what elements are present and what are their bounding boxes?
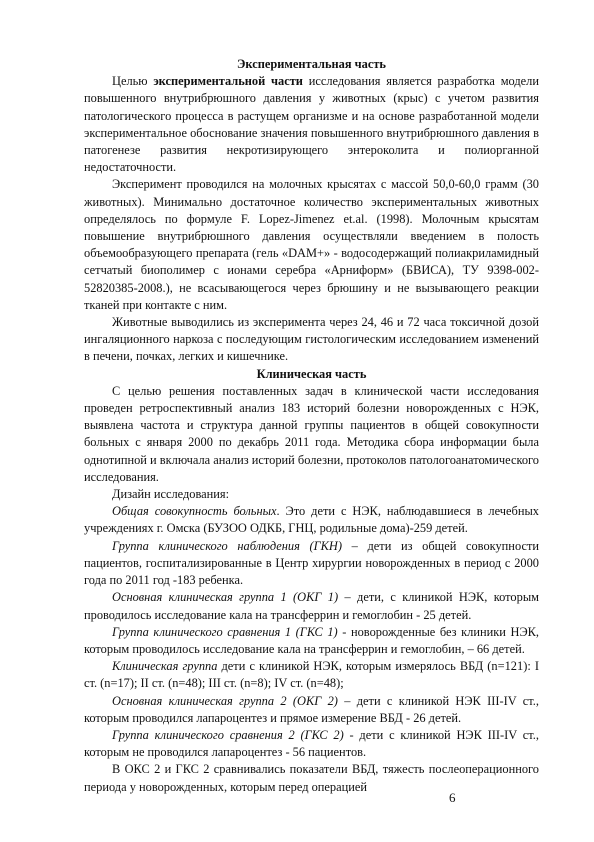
gks2-text: - дети с клиникой НЭК III-IV ст., которым не проводился лапароцентез - 56 пациентов.	[84, 727, 539, 760]
okg1-term: Основная клиническая группа 1 (ОКГ 1)	[112, 590, 339, 605]
okg2-text: – дети с клиникой НЭК III-IV ст., которым проводился лапароцентез и прямое измерение ВБД - 26 детей.	[84, 693, 539, 725]
experimental-section-heading: Экспериментальная часть	[237, 57, 386, 71]
total-population-text: . Это дети с НЭК, наблюдавшиеся в лечебных учреждениях г. Омска (БУЗОО ОДКБ, ГНЦ, родильные дома)-259 детей.	[84, 504, 539, 536]
paragraph-gks1	[84, 624, 539, 658]
clinical-section-heading: Клиническая часть	[256, 366, 367, 381]
clinical-group-term: Клиническая группа	[112, 659, 218, 674]
paragraph-goal-bold: экспериментальной части	[153, 74, 303, 89]
page-number: 6	[449, 790, 456, 805]
gkn-text: – дети из общей совокупности пациентов, госпитализированные в Центр хирургии новорожденных в период с 2000 года по 2011 год -183 ребенка.	[84, 538, 539, 588]
paragraph-design: Дизайн исследования:	[112, 487, 230, 502]
paragraph-gks2	[84, 727, 539, 761]
paragraph-comparison: В ОКС 2 и ГКС 2 сравнивались показатели ВБД, тяжесть послеоперационного периода у новорожденных, которым перед операцией	[84, 762, 539, 794]
paragraph-okg1	[84, 589, 539, 623]
paragraph-clinical-goal: С целью решения поставленных задач в клинической части исследования проведен ретроспективный анализ 183 историй болезни новорожденных с НЭК, выявлена частота и структура данной группы пациентов в общей совокупности больных с января 2000 по декабрь 2011 года. Методика сбора информации была однотипной и включала анализ историй болезни, протоколов патологоанатомического исследования.	[84, 383, 540, 484]
gks1-term: Группа клинического сравнения 1 (ГКС 1)	[112, 624, 338, 639]
paragraph-goal-text: исследования является разработка модели повышенного внутрибрюшного давления у животных (крыс) с учетом развития патологического процесса в растущем организме и на основе разработанной модели экспериментальное обоснование значения повышенного внутрибрюшного давления в патогенезе развития некротизирующего энтероколита и полиорганной недостаточности.	[84, 74, 539, 175]
paragraph-goal-lead: Целью	[112, 74, 154, 89]
okg1-text: – дети, с клиникой НЭК, которым проводилось исследование кала на трансферрин и гемоглобин - 25 детей.	[84, 590, 539, 622]
paragraph-clinical-group	[84, 658, 539, 692]
total-population-term: Общая совокупность больных	[112, 504, 277, 519]
gks1-text: - новорожденные без клиники НЭК, которым проводилось исследование кала на трансферрин и гемоглобин, – 66 детей.	[84, 624, 539, 656]
clinical-group-text: дети с клиникой НЭК, которым измерялось ВБД (n=121): I ст. (n=17); II ст. (n=48); III ст. (n=8); IV ст. (n=48);	[84, 659, 539, 691]
okg2-term: Основная клиническая группа 2 (ОКГ 2)	[112, 693, 338, 708]
gkn-term: Группа клинического наблюдения (ГКН)	[112, 538, 342, 553]
document-body	[84, 56, 539, 796]
paragraph-goal	[84, 73, 539, 176]
paragraph-gkn	[84, 538, 539, 590]
paragraph-animals: Животные выводились из эксперимента через 24, 46 и 72 часа токсичной дозой ингаляционного наркоза с последующим гистологическим исследованием изменений в печени, почках, легких и кишечнике.	[84, 315, 539, 364]
paragraph-experiment: Эксперимент проводился на молочных крысятах с массой 50,0-60,0 грамм (30 животных). Минимально достаточное количество экспериментальных животных определялось по формуле F. Lopez-Jimenez et.al. (1998). Молочным крысятам повышение внутрибрюшного давления осуществляли введением в полость объемообразующего препарата (гель «DAM+» - водосодержащий полиакриламидный сетчатый биополимер с ионами серебра «Арниформ» (БВИСА), ТУ 9398-002-52820385-2008.), не всасывающегося через брюшину и не вызывающего реакции тканей при контакте с ним.	[84, 177, 539, 312]
gks2-term: Группа клинического сравнения 2 (ГКС 2)	[112, 727, 344, 742]
paragraph-okg2	[84, 693, 539, 727]
paragraph-total-population	[84, 503, 539, 537]
